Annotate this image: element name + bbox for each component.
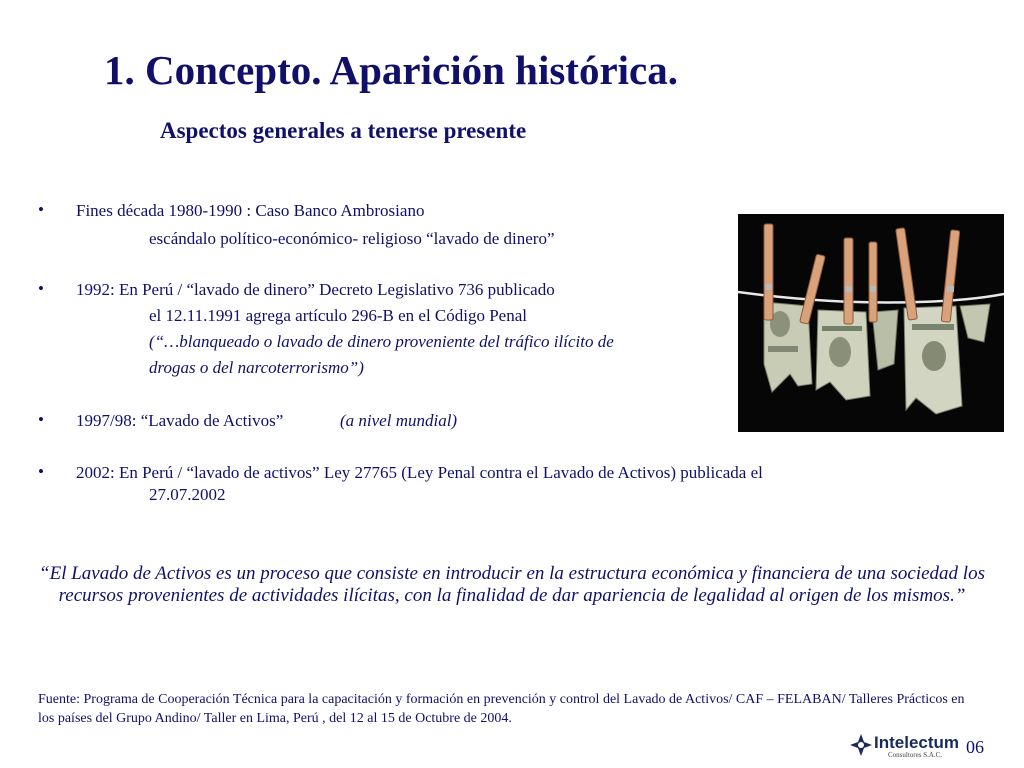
intelectum-logo [850, 732, 960, 762]
logo-name: Intelectum [874, 733, 960, 752]
bullet-1-line-2: escándalo político-económico- religioso “lavado de dinero” [149, 229, 555, 248]
bullet-marker: • [38, 462, 44, 481]
bullet-1-line-1: Fines década 1980-1990 : Caso Banco Ambrosiano [76, 201, 425, 220]
bullet-2-line-4: drogas o del narcoterrorismo”) [149, 358, 364, 377]
source-note: Fuente: Programa de Cooperación Técnica para la capacitación y formación en prevención y control del Lavado de Activos/ CAF – FELABAN/ Talleres Prácticos en los países del Grupo Andino/ Taller en Lima, Perú , del 12 al 15 de Octubre de 2004. [38, 692, 965, 726]
slide-title: 1. Concepto. Aparición histórica. [104, 47, 678, 93]
bullet-2-line-2: el 12.11.1991 agrega artículo 296-B en el Código Penal [149, 306, 528, 325]
bullet-marker: • [38, 279, 44, 298]
compass-star-icon [850, 734, 872, 756]
slide-subtitle: Aspectos generales a tenerse presente [160, 118, 527, 143]
money-on-clothesline-icon [738, 214, 1004, 432]
bullet-2-line-1: 1992: En Perú / “lavado de dinero” Decreto Legislativo 736 publicado [76, 280, 555, 299]
bullet-3-line-1: 1997/98: “Lavado de Activos” [76, 411, 284, 430]
bullet-3-line-2: (a nivel mundial) [340, 411, 458, 430]
money-clothesline-photo [738, 214, 1004, 432]
bullet-4-line-1: 2002: En Perú / “lavado de activos” Ley 27765 (Ley Penal contra el Lavado de Activos) publicada el [76, 463, 763, 482]
bullet-marker: • [38, 200, 44, 219]
bullet-4-line-2: 27.07.2002 [149, 485, 226, 504]
page-number: 06 [966, 737, 984, 757]
bullet-2-line-3: (“…blanqueado o lavado de dinero proveniente del tráfico ilícito de [149, 332, 614, 351]
logo-subtitle: Consultores S.A.C. [888, 751, 943, 759]
definition-quote: “El Lavado de Activos es un proceso que consiste en introducir en la estructura económica y financiera de una sociedad los recursos provenientes de actividades ilícitas, con la finalidad de dar apariencia de legalidad al origen de los mismos.” [39, 563, 985, 606]
bullet-marker: • [38, 410, 44, 429]
